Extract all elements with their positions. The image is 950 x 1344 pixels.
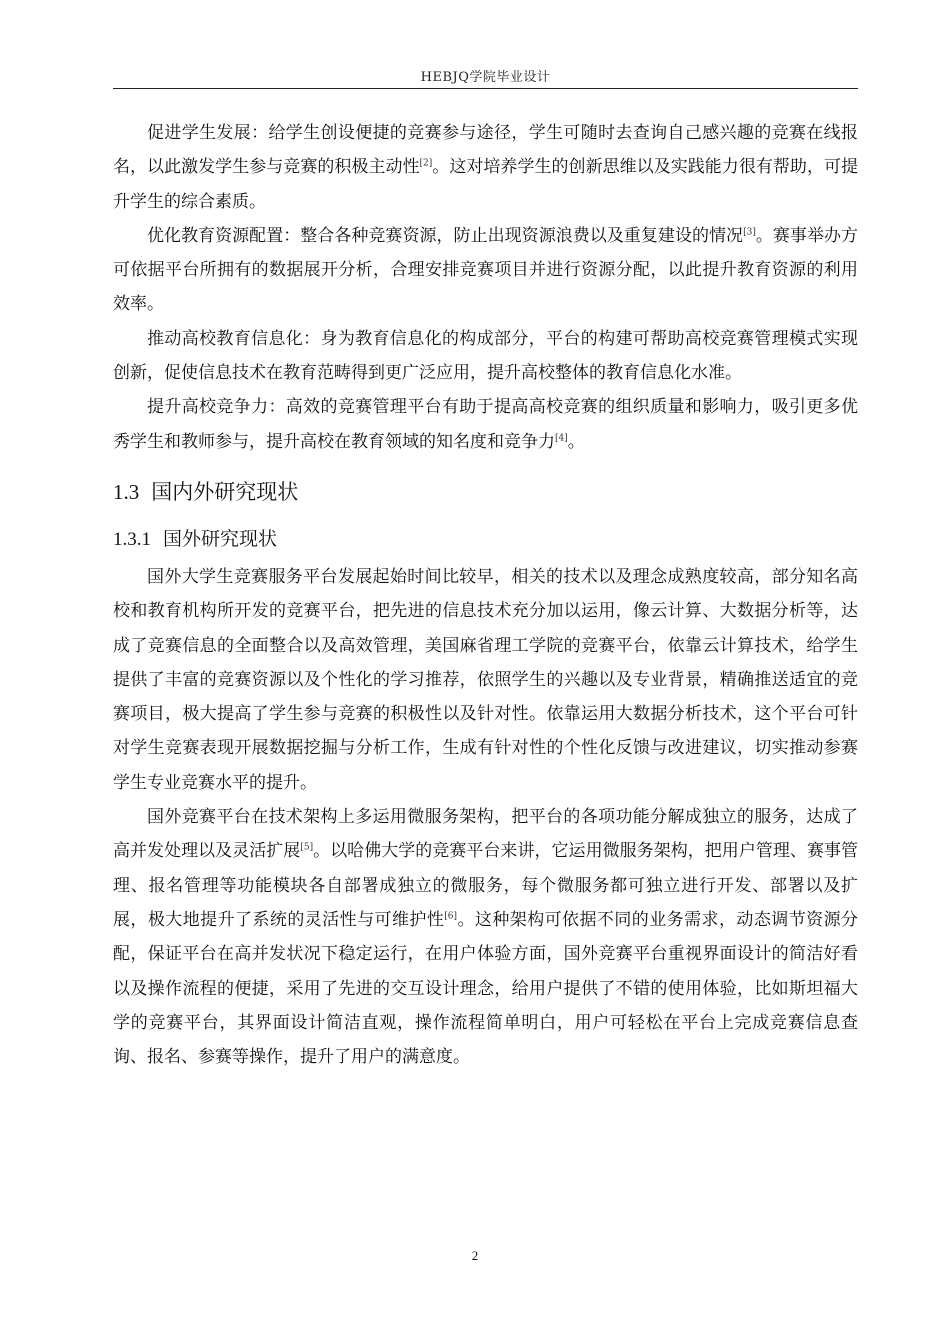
subsection-heading [113, 525, 858, 554]
paragraph-text: 。以哈佛大学的竞赛平台来讲，它运用微服务架构，把用户管理、赛事管理、报名管理等功能模块各自部署成独立的微服务，每个微服务都可独立进行开发、部署以及扩展，极大地提升了系统的灵活性与可维护性 [113, 841, 859, 930]
paragraph-text: 。这种架构可依据不同的业务需求，动态调节资源分配，保证平台在高并发状况下稳定运行，在用户体验方面，国外竞赛平台重视界面设计的简洁好看以及操作流程的便捷，采用了先进的交互设计理念，给用户提供了不错的使用体验，比如斯坦福大学的竞赛平台，其界面设计简洁直观，操作流程简单明白，用户可轻松在平台上完成竞赛信息查询、报名、参赛等操作，提升了用户的满意度。 [113, 909, 859, 1068]
paragraph-text: 促进学生发展：给学生创设便捷的竞赛参与途径，学生可随时去查询自己感兴趣的竞赛在线报名，以此激发学生参与竞赛的积极主动性 [113, 123, 858, 178]
citation-ref[interactable]: [5] [300, 842, 314, 853]
paragraph-text: 优化教育资源配置：整合各种竞赛资源，防止出现资源浪费以及重复建设的情况 [147, 225, 744, 246]
paragraph-text: 推动高校教育信息化：身为教育信息化的构成部分，平台的构建可帮助高校竞赛管理模式实现创新，促使信息技术在教育范畴得到更广泛应用，提升高校整体的教育信息化水准。 [113, 328, 858, 384]
paragraph-text: 提升高校竞争力：高效的竞赛管理平台有助于提高高校竞赛的组织质量和影响力，吸引更多优秀学生和教师参与，提升高校在教育领域的知名度和竞争力 [113, 397, 858, 452]
section-heading [113, 477, 858, 507]
paragraph-informatization [113, 322, 858, 391]
paragraph-resource-allocation [113, 219, 858, 322]
paragraph-text: 国外大学生竞赛服务平台发展起始时间比较早，相关的技术以及理念成熟度较高，部分知名高校和教育机构所开发的竞赛平台，把先进的信息技术充分加以运用，像云计算、大数据分析等，达成了竞赛信息的全面整合以及高效管理，美国麻省理工学院的竞赛平台，依靠云计算技术，给学生提供了丰富的竞赛资源以及个性化的学习推荐，依照学生的兴趣以及专业背景，精确推送适宜的竞赛项目，极大提高了学生参与竞赛的积极性以及针对性。依靠运用大数据分析技术，这个平台可针对学生竞赛表现开展数据挖掘与分析工作，生成有针对性的个性化反馈与改进建议，切实推动参赛学生专业竞赛水平的提升。 [113, 566, 858, 793]
paragraph-text: 国外竞赛平台在技术架构上多运用微服务架构，把平台的各项功能分解成独立的服务，达成了高并发处理以及灵活扩展 [113, 807, 858, 862]
paragraph-foreign-overview [113, 560, 858, 800]
page-number: 2 [471, 1248, 479, 1263]
section-number: 1.3 [113, 479, 140, 504]
header-rule [113, 88, 858, 89]
paragraph-foreign-architecture [113, 800, 858, 1074]
paragraph-competitiveness [113, 390, 858, 459]
citation-ref[interactable]: [2] [419, 158, 433, 169]
citation-ref[interactable]: [6] [444, 911, 458, 922]
citation-ref[interactable]: [3] [743, 227, 756, 238]
section-title: 国内外研究现状 [151, 479, 299, 504]
paragraph-student-development [113, 116, 858, 219]
running-header: HEBJQ学院毕业设计 [420, 70, 551, 85]
paragraph-text: 。赛事举办方可依据平台所拥有的数据展开分析，合理安排竞赛项目并进行资源分配，以此提升教育资源的利用效率。 [113, 225, 859, 315]
document-body [113, 116, 858, 1074]
subsection-number: 1.3.1 [113, 528, 151, 550]
subsection-title: 国外研究现状 [163, 527, 278, 550]
paragraph-text: 。 [567, 431, 585, 452]
citation-ref[interactable]: [4] [555, 433, 568, 444]
paragraph-text: 。这对培养学生的创新思维以及实践能力很有帮助，可提升学生的综合素质。 [113, 157, 859, 212]
